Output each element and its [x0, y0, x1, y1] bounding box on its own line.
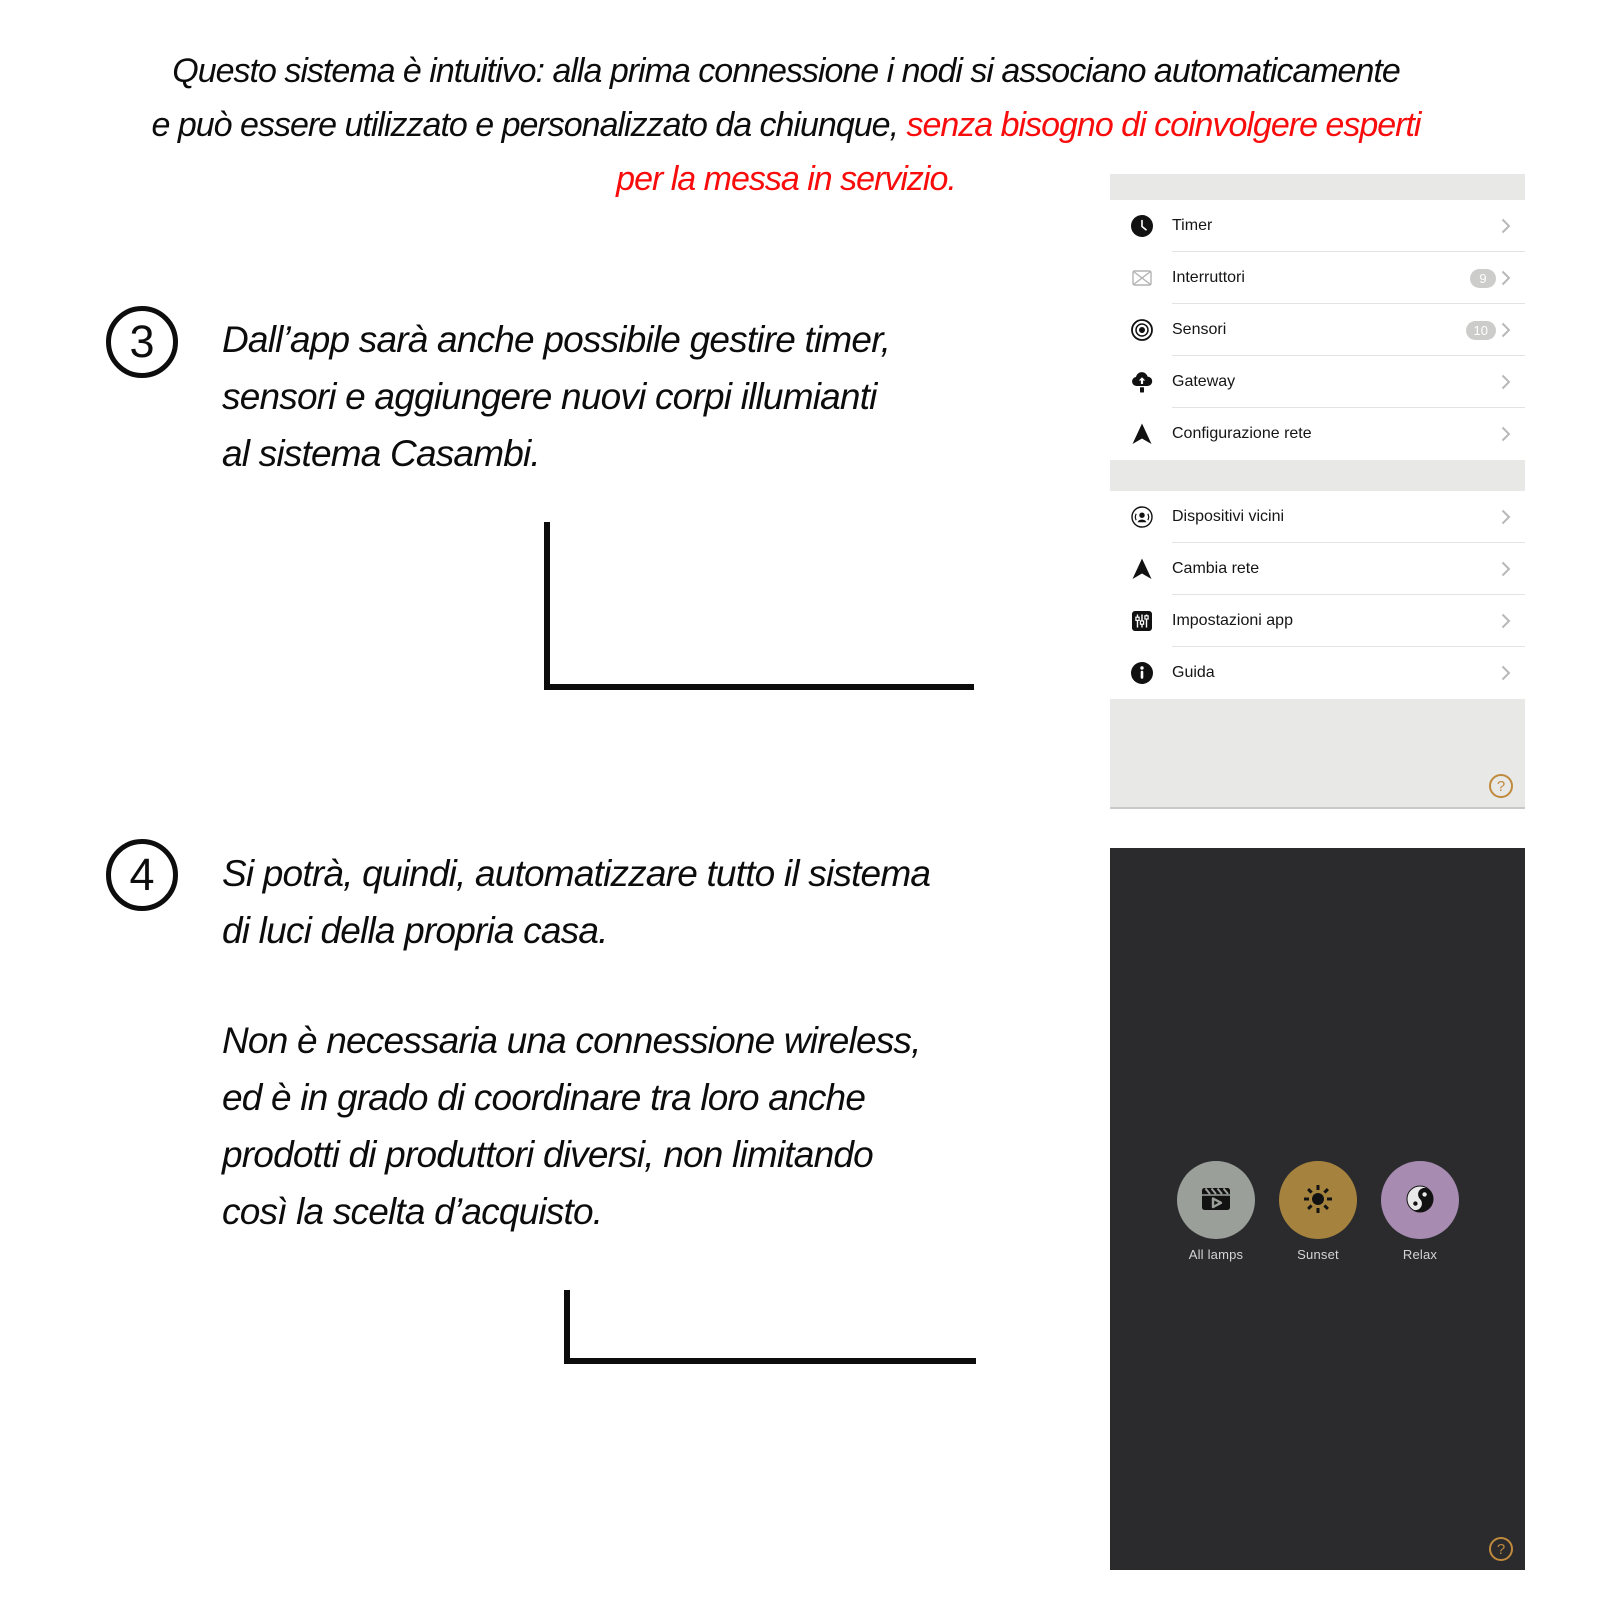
count-badge: 10: [1466, 321, 1496, 340]
step-3-number: 3: [129, 316, 155, 367]
step-4-text-paragraph-1: Si potrà, quindi, automatizzare tutto il sistema di luci della propria casa.: [222, 853, 931, 951]
chevron-right-icon: [1501, 561, 1511, 577]
settings-row-dispositivi-vicini[interactable]: Dispositivi vicini: [1110, 491, 1525, 543]
chevron-right-icon: [1501, 322, 1511, 338]
connector-line-a-horizontal: [544, 684, 974, 690]
scene-all-lamps: All lamps: [1165, 1161, 1267, 1262]
settings-row-guida[interactable]: Guida: [1110, 647, 1525, 699]
sun-icon: [1300, 1181, 1336, 1220]
network-arrow-icon: [1130, 557, 1154, 581]
settings-row-cambia-rete[interactable]: Cambia rete: [1110, 543, 1525, 595]
intro-line-2: e può essere utilizzato e personalizzato da chiunque, senza bisogno di coinvolgere esperti: [151, 106, 1421, 144]
gateway-icon: [1130, 370, 1154, 394]
settings-row-impostazioni-app[interactable]: Impostazioni app: [1110, 595, 1525, 647]
intro-line-1: Questo sistema è intuitivo: alla prima connessione i nodi si associano automaticamente: [172, 52, 1400, 90]
step-4-text-paragraph-2: Non è necessaria una connessione wireless, ed è in grado di coordinare tra loro anche prodotti di produttori diversi, non limitando così la scelta d’acquisto.: [222, 1020, 921, 1232]
settings-header-band: [1110, 174, 1525, 200]
sensor-icon: [1130, 318, 1154, 342]
connector-line-b-horizontal: [564, 1358, 976, 1364]
scene-sunset-button[interactable]: [1279, 1161, 1357, 1239]
clapperboard-icon: [1198, 1181, 1234, 1220]
scene-relax-button[interactable]: [1381, 1161, 1459, 1239]
settings-row-interruttori[interactable]: Interruttori 9: [1110, 252, 1525, 304]
scene-all-lamps-button[interactable]: [1177, 1161, 1255, 1239]
intro-line-3: per la messa in servizio.: [616, 160, 956, 198]
step-3-text: Dall’app sarà anche possibile gestire timer, sensori e aggiungere nuovi corpi illumianti al sistema Casambi.: [222, 319, 891, 474]
chevron-right-icon: [1501, 509, 1511, 525]
settings-row-timer[interactable]: Timer: [1110, 200, 1525, 252]
connector-line-a-vertical: [544, 522, 550, 690]
intro-line-2-red: senza bisogno di coinvolgere esperti: [898, 106, 1421, 144]
yinyang-icon: [1402, 1181, 1438, 1220]
app-settings-icon: [1130, 609, 1154, 633]
casambi-settings-screenshot: [1110, 174, 1525, 809]
timer-icon: [1130, 214, 1154, 238]
settings-row-sensori[interactable]: Sensori 10: [1110, 304, 1525, 356]
chevron-right-icon: [1501, 613, 1511, 629]
connector-line-b-vertical: [564, 1290, 570, 1364]
chevron-right-icon: [1501, 665, 1511, 681]
help-button-dark[interactable]: ?: [1489, 1537, 1513, 1561]
step-4-number: 4: [129, 849, 155, 900]
settings-row-gateway[interactable]: Gateway: [1110, 356, 1525, 408]
step-4-marker: [106, 839, 178, 911]
help-button[interactable]: ?: [1489, 774, 1513, 798]
chevron-right-icon: [1501, 270, 1511, 286]
settings-footer: [1110, 699, 1525, 809]
chevron-right-icon: [1501, 374, 1511, 390]
switch-icon: [1130, 266, 1154, 290]
settings-section-divider: [1110, 460, 1525, 491]
network-arrow-icon: [1130, 422, 1154, 446]
chevron-right-icon: [1501, 426, 1511, 442]
scene-sunset: Sunset: [1267, 1161, 1369, 1262]
scene-relax: Relax: [1369, 1161, 1471, 1262]
settings-row-configurazione-rete[interactable]: Configurazione rete: [1110, 408, 1525, 460]
nearby-devices-icon: [1130, 505, 1154, 529]
chevron-right-icon: [1501, 218, 1511, 234]
info-icon: [1130, 661, 1154, 685]
casambi-scenes-screenshot: [1110, 848, 1525, 1570]
count-badge: 9: [1470, 269, 1496, 288]
step-3-marker: [106, 306, 178, 378]
